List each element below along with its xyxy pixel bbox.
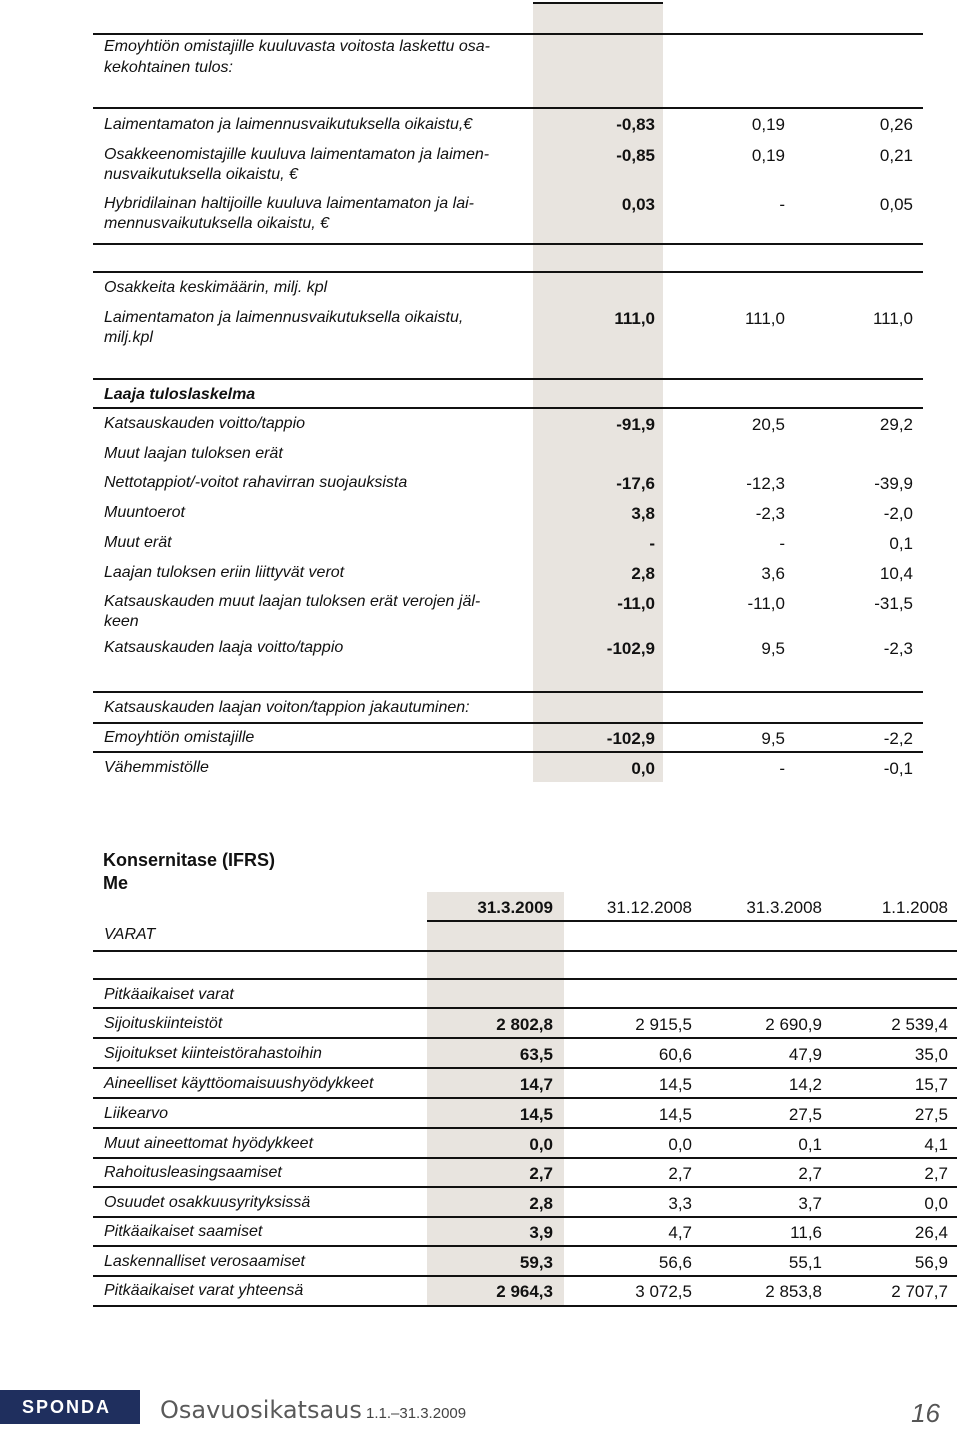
rule <box>93 1007 957 1009</box>
value-prior: -2,3 <box>755 504 785 523</box>
value: 27,5 <box>914 1105 948 1124</box>
value-fullyear: 10,4 <box>879 564 913 583</box>
rule <box>93 751 923 753</box>
value-current: -102,9 <box>606 729 655 748</box>
value-current: 3,9 <box>529 1223 553 1242</box>
rule <box>427 920 957 922</box>
section-label: VARAT <box>104 926 156 943</box>
value-prior: - <box>779 534 785 553</box>
row-label: Pitkäaikaiset saamiset <box>104 1223 263 1240</box>
row-label: Vähemmistölle <box>104 759 209 776</box>
rule <box>93 1037 957 1039</box>
row-label: Laajan tuloksen eriin liittyvät verot <box>104 564 345 581</box>
value-current: -91,9 <box>616 415 655 434</box>
value: 56,6 <box>658 1253 692 1272</box>
value-fullyear: -2,2 <box>883 729 913 748</box>
value-prior: - <box>779 195 785 214</box>
value: 2,7 <box>924 1164 948 1183</box>
value: 11,6 <box>790 1223 822 1242</box>
rule <box>93 722 923 724</box>
value-current: 0,0 <box>631 759 655 778</box>
value-current: -11,0 <box>617 594 655 613</box>
row-label: Liikearvo <box>104 1105 169 1122</box>
logo-text: SPONDA <box>22 1397 112 1417</box>
value-fullyear: -2,3 <box>883 639 913 658</box>
rule <box>93 1216 957 1218</box>
row-label: Muut erät <box>104 534 172 551</box>
value-prior: 9,5 <box>761 729 785 748</box>
value-current: 111,0 <box>614 309 655 328</box>
value: 27,5 <box>788 1105 822 1124</box>
row-label: Osuudet osakkuusyrityksissä <box>104 1194 311 1211</box>
rule <box>93 691 923 693</box>
rule <box>93 1157 957 1159</box>
value: 14,5 <box>658 1105 692 1124</box>
value: 2,7 <box>668 1164 692 1183</box>
value: 3,3 <box>668 1194 692 1213</box>
value: 47,9 <box>788 1045 822 1064</box>
top-rule <box>533 2 663 4</box>
row-label: Katsauskauden voitto/tappio <box>104 415 306 432</box>
value-fullyear: 0,21 <box>879 146 913 165</box>
rule <box>93 33 923 35</box>
value-current: 0,03 <box>621 195 655 214</box>
row-label: Pitkäaikaiset varat yhteensä <box>104 1282 304 1299</box>
distribution-heading: Katsauskauden laajan voiton/tappion jakautuminen: <box>104 699 470 716</box>
value-prior: 20,5 <box>751 415 785 434</box>
value: 14,5 <box>658 1075 692 1094</box>
value-prior: -11,0 <box>747 594 785 613</box>
page-number: 16 <box>911 1398 940 1428</box>
value: 4,7 <box>668 1223 692 1242</box>
value-current: 14,5 <box>519 1105 553 1124</box>
row-label: Laimentamaton ja laimennusvaikutuksella oikaistu, <box>104 309 464 326</box>
column-header: 31.3.2008 <box>746 898 822 917</box>
value: 3,7 <box>798 1194 822 1213</box>
value: 3 072,5 <box>635 1282 692 1301</box>
value-current: 14,7 <box>519 1075 553 1094</box>
value: 2 853,8 <box>765 1282 822 1301</box>
value-fullyear: 111,0 <box>872 309 913 328</box>
value: 2 707,7 <box>891 1282 948 1301</box>
rule <box>93 950 957 952</box>
row-label: keen <box>104 613 139 630</box>
row-label: Sijoituskiinteistöt <box>104 1015 223 1032</box>
row-label: Nettotappiot/-voitot rahavirran suojauksista <box>104 474 408 491</box>
row-label: Laimentamaton ja laimennusvaikutuksella oikaistu,€ <box>104 116 473 133</box>
rule <box>93 1245 957 1247</box>
value-fullyear: 0,26 <box>879 115 913 134</box>
value: 2 690,9 <box>765 1015 822 1034</box>
value-current: -17,6 <box>616 474 655 493</box>
value: 0,0 <box>668 1135 692 1154</box>
rule <box>93 378 923 380</box>
value-current: 3,8 <box>631 504 655 523</box>
value: 60,6 <box>658 1045 692 1064</box>
value-prior: -12,3 <box>746 474 785 493</box>
rule <box>93 407 923 409</box>
value-current: - <box>649 534 655 553</box>
value-fullyear: -0,1 <box>883 759 913 778</box>
rule <box>93 271 923 273</box>
rule <box>93 1275 957 1277</box>
balance-unit: Me <box>103 873 129 893</box>
row-label: Aineelliset käyttöomaisuushyödykkeet <box>104 1075 374 1092</box>
row-label: Laskennalliset verosaamiset <box>104 1253 305 1270</box>
value: 15,7 <box>914 1075 948 1094</box>
value: 14,2 <box>788 1075 822 1094</box>
row-label: mennusvaikutuksella oikaistu, € <box>104 215 330 232</box>
row-label: Muut aineettomat hyödykkeet <box>104 1135 314 1152</box>
rule <box>93 1127 957 1129</box>
eps-heading-line2: kekohtainen tulos: <box>104 59 233 76</box>
value-current: 2,7 <box>529 1164 553 1183</box>
rule <box>93 243 923 245</box>
row-label: Katsauskauden muut laajan tuloksen erät verojen jäl- <box>104 593 481 610</box>
row-label: milj.kpl <box>104 329 153 346</box>
value: 55,1 <box>788 1253 822 1272</box>
value-prior: 9,5 <box>761 639 785 658</box>
column-header: 1.1.2008 <box>881 898 948 917</box>
row-label: Sijoitukset kiinteistörahastoihin <box>104 1045 322 1062</box>
value-current: 63,5 <box>519 1045 553 1064</box>
rule <box>93 978 957 980</box>
column-header: 31.12.2008 <box>606 898 692 917</box>
comprehensive-heading: Laaja tuloslaskelma <box>104 386 256 403</box>
row-label: Katsauskauden laaja voitto/tappio <box>104 639 344 656</box>
value-fullyear: 0,1 <box>889 534 913 553</box>
value: 2 915,5 <box>635 1015 692 1034</box>
value-prior: - <box>779 759 785 778</box>
rule <box>93 1067 957 1069</box>
balance-title: Konsernitase (IFRS) <box>103 850 276 870</box>
value-fullyear: 29,2 <box>879 415 913 434</box>
value: 4,1 <box>924 1135 948 1154</box>
value-current: 2,8 <box>529 1194 553 1213</box>
value-prior: 0,19 <box>751 115 785 134</box>
value-fullyear: -31,5 <box>874 594 913 613</box>
value-current: 59,3 <box>519 1253 553 1272</box>
row-label: Osakkeenomistajille kuuluva laimentamaton ja laimen- <box>104 146 490 163</box>
value-fullyear: -39,9 <box>874 474 913 493</box>
rule <box>93 1305 957 1307</box>
row-label: Muut laajan tuloksen erät <box>104 445 283 462</box>
value: 35,0 <box>914 1045 948 1064</box>
value-current: 2 802,8 <box>496 1015 553 1034</box>
value-current: -0,85 <box>616 146 655 165</box>
value-fullyear: 0,05 <box>879 195 913 214</box>
value: 2,7 <box>798 1164 822 1183</box>
value: 26,4 <box>914 1223 948 1242</box>
sponda-logo <box>0 1390 140 1424</box>
shares-heading: Osakkeita keskimäärin, milj. kpl <box>104 279 328 296</box>
value: 0,1 <box>798 1135 822 1154</box>
rule <box>93 1186 957 1188</box>
value-current: -0,83 <box>616 115 655 134</box>
value-current: 2 964,3 <box>496 1282 553 1301</box>
value: 56,9 <box>914 1253 948 1272</box>
row-label: Muuntoerot <box>104 504 185 521</box>
value-current: 2,8 <box>631 564 655 583</box>
value-prior: 0,19 <box>751 146 785 165</box>
rule <box>93 1097 957 1099</box>
publication-title: Osavuosikatsaus <box>160 1396 362 1424</box>
value: 0,0 <box>924 1194 948 1213</box>
value-current: -102,9 <box>606 639 655 658</box>
column-header-current: 31.3.2009 <box>477 898 553 917</box>
row-label: Hybridilainan haltijoille kuuluva laimentamaton ja lai- <box>104 195 474 212</box>
eps-heading-line1: Emoyhtiön omistajille kuuluvasta voitosta laskettu osa- <box>104 38 490 55</box>
value: 2 539,4 <box>891 1015 948 1034</box>
row-label: nusvaikutuksella oikaistu, € <box>104 166 298 183</box>
group-label: Pitkäaikaiset varat <box>104 986 234 1003</box>
value-fullyear: -2,0 <box>883 504 913 523</box>
row-label: Emoyhtiön omistajille <box>104 729 255 746</box>
value-prior: 3,6 <box>761 564 785 583</box>
rule <box>93 107 923 109</box>
row-label: Rahoitusleasingsaamiset <box>104 1164 282 1181</box>
publication-period: 1.1.–31.3.2009 <box>366 1405 467 1422</box>
value-current: 0,0 <box>529 1135 553 1154</box>
value-prior: 111,0 <box>744 309 785 328</box>
